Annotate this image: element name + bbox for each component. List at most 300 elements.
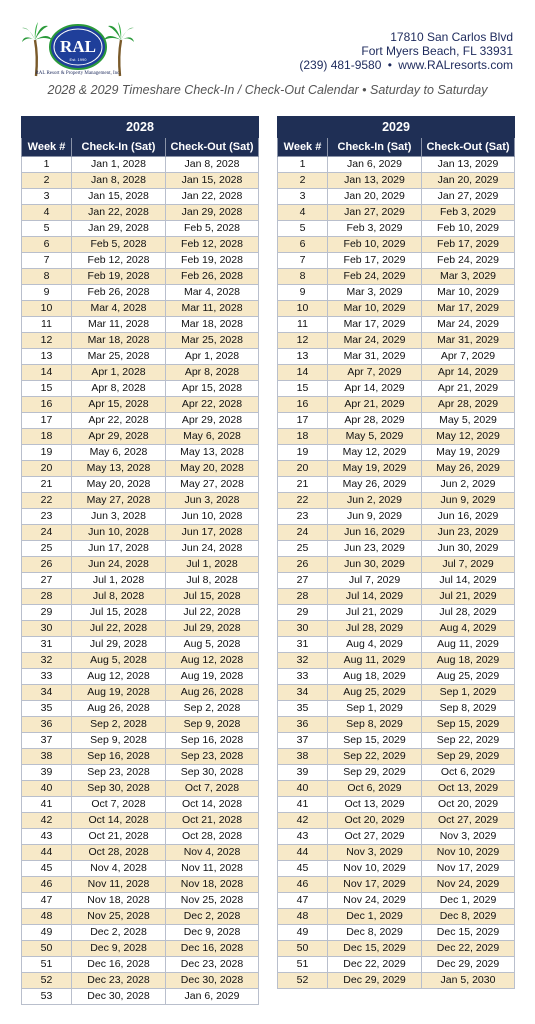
table-row [278, 749, 515, 765]
check-in-date-cell: Sep 8, 2029 [328, 717, 422, 733]
check-out-date-cell: Jan 20, 2029 [422, 173, 515, 189]
week-number-cell: 38 [22, 749, 72, 765]
check-in-date-cell: Oct 28, 2028 [72, 845, 166, 861]
week-number-cell: 39 [22, 765, 72, 781]
check-in-date-cell: May 27, 2028 [72, 493, 166, 509]
check-out-date-cell: Dec 29, 2029 [422, 957, 515, 973]
check-in-date-cell: Jan 27, 2029 [328, 205, 422, 221]
check-out-date-cell: Nov 25, 2028 [166, 893, 259, 909]
palm-tree-icon [22, 22, 52, 76]
column-header-check-out: Check-Out (Sat) [422, 138, 515, 157]
check-out-date-cell: Sep 23, 2028 [166, 749, 259, 765]
table-row [22, 989, 259, 1005]
check-in-date-cell: Nov 4, 2028 [72, 861, 166, 877]
week-number-cell: 34 [278, 685, 328, 701]
check-out-date-cell: Oct 6, 2029 [422, 765, 515, 781]
check-out-date-cell: Apr 21, 2029 [422, 381, 515, 397]
week-number-cell: 21 [278, 477, 328, 493]
table-row [22, 669, 259, 685]
check-in-date-cell: Jun 17, 2028 [72, 541, 166, 557]
check-in-date-cell: Aug 26, 2028 [72, 701, 166, 717]
table-row [278, 477, 515, 493]
check-out-date-cell: Apr 8, 2028 [166, 365, 259, 381]
check-out-date-cell: Apr 22, 2028 [166, 397, 259, 413]
week-number-cell: 20 [22, 461, 72, 477]
check-in-date-cell: Jul 15, 2028 [72, 605, 166, 621]
contact-line [299, 58, 513, 72]
week-number-cell: 31 [278, 637, 328, 653]
check-out-date-cell: Mar 18, 2028 [166, 317, 259, 333]
table-row [22, 893, 259, 909]
check-out-date-cell: Dec 22, 2029 [422, 941, 515, 957]
table-row [22, 397, 259, 413]
week-number-cell: 31 [22, 637, 72, 653]
address-line-1: 17810 San Carlos Blvd [390, 30, 513, 44]
week-number-cell: 15 [278, 381, 328, 397]
check-in-date-cell: Sep 15, 2029 [328, 733, 422, 749]
table-row [22, 701, 259, 717]
table-row [22, 317, 259, 333]
check-out-date-cell: Aug 25, 2029 [422, 669, 515, 685]
table-row [278, 829, 515, 845]
table-body [22, 157, 259, 1005]
check-out-date-cell: Jan 8, 2028 [166, 157, 259, 173]
check-in-date-cell: Oct 7, 2028 [72, 797, 166, 813]
week-number-cell: 44 [22, 845, 72, 861]
table-row [22, 605, 259, 621]
table-row [22, 829, 259, 845]
check-in-date-cell: Apr 21, 2029 [328, 397, 422, 413]
check-out-date-cell: May 19, 2029 [422, 445, 515, 461]
check-out-date-cell: Jun 3, 2028 [166, 493, 259, 509]
week-number-cell: 49 [278, 925, 328, 941]
check-in-date-cell: Apr 15, 2028 [72, 397, 166, 413]
check-in-date-cell: Dec 2, 2028 [72, 925, 166, 941]
week-number-cell: 11 [22, 317, 72, 333]
check-in-date-cell: Dec 15, 2029 [328, 941, 422, 957]
table-row [278, 445, 515, 461]
week-number-cell: 50 [278, 941, 328, 957]
check-out-date-cell: Sep 29, 2029 [422, 749, 515, 765]
table-row [22, 477, 259, 493]
week-number-cell: 3 [22, 189, 72, 205]
check-in-date-cell: Oct 27, 2029 [328, 829, 422, 845]
week-number-cell: 46 [278, 877, 328, 893]
check-in-date-cell: Jul 28, 2029 [328, 621, 422, 637]
check-out-date-cell: May 27, 2028 [166, 477, 259, 493]
table-row [22, 861, 259, 877]
table-row [278, 765, 515, 781]
table-row [22, 493, 259, 509]
week-number-cell: 26 [278, 557, 328, 573]
check-in-date-cell: Nov 3, 2029 [328, 845, 422, 861]
website-link[interactable]: www.RALresorts.com [398, 58, 513, 72]
week-number-cell: 43 [22, 829, 72, 845]
week-number-cell: 18 [278, 429, 328, 445]
check-in-date-cell: Jan 1, 2028 [72, 157, 166, 173]
table-row [22, 797, 259, 813]
week-number-cell: 26 [22, 557, 72, 573]
week-number-cell: 7 [278, 253, 328, 269]
week-number-cell: 52 [22, 973, 72, 989]
week-number-cell: 35 [22, 701, 72, 717]
check-out-date-cell: Apr 14, 2029 [422, 365, 515, 381]
table-row [22, 541, 259, 557]
week-number-cell: 18 [22, 429, 72, 445]
check-in-date-cell: Mar 4, 2028 [72, 301, 166, 317]
address-line-2: Fort Myers Beach, FL 33931 [361, 44, 513, 58]
week-number-cell: 30 [22, 621, 72, 637]
table-row [278, 333, 515, 349]
check-out-date-cell: Oct 21, 2028 [166, 813, 259, 829]
check-out-date-cell: Jul 21, 2029 [422, 589, 515, 605]
check-in-date-cell: Mar 31, 2029 [328, 349, 422, 365]
phone-number[interactable]: (239) 481-9580 [299, 58, 382, 72]
check-out-date-cell: Oct 27, 2029 [422, 813, 515, 829]
column-header-check-in: Check-In (Sat) [328, 138, 422, 157]
check-out-date-cell: Oct 28, 2028 [166, 829, 259, 845]
table-row [278, 589, 515, 605]
table-row [278, 317, 515, 333]
check-in-date-cell: Apr 14, 2029 [328, 381, 422, 397]
check-out-date-cell: Jun 24, 2028 [166, 541, 259, 557]
week-number-cell: 51 [278, 957, 328, 973]
table-row [22, 221, 259, 237]
week-number-cell: 37 [22, 733, 72, 749]
check-out-date-cell: Oct 20, 2029 [422, 797, 515, 813]
week-number-cell: 45 [278, 861, 328, 877]
check-in-date-cell: Jun 30, 2029 [328, 557, 422, 573]
check-in-date-cell: Apr 1, 2028 [72, 365, 166, 381]
week-number-cell: 19 [22, 445, 72, 461]
check-in-date-cell: Jun 9, 2029 [328, 509, 422, 525]
check-in-date-cell: May 5, 2029 [328, 429, 422, 445]
week-number-cell: 33 [278, 669, 328, 685]
week-number-cell: 33 [22, 669, 72, 685]
table-row [278, 653, 515, 669]
check-out-date-cell: Feb 5, 2028 [166, 221, 259, 237]
table-row [278, 893, 515, 909]
week-number-cell: 16 [22, 397, 72, 413]
column-header-week: Week # [278, 138, 328, 157]
check-in-date-cell: Aug 19, 2028 [72, 685, 166, 701]
week-number-cell: 17 [22, 413, 72, 429]
check-in-date-cell: Dec 16, 2028 [72, 957, 166, 973]
check-in-date-cell: Feb 24, 2029 [328, 269, 422, 285]
table-row [22, 253, 259, 269]
week-number-cell: 6 [22, 237, 72, 253]
check-in-date-cell: Dec 23, 2028 [72, 973, 166, 989]
table-row [22, 157, 259, 173]
check-out-date-cell: May 6, 2028 [166, 429, 259, 445]
table-row [22, 749, 259, 765]
calendar-table-2029 [277, 116, 515, 989]
check-out-date-cell: Sep 22, 2029 [422, 733, 515, 749]
table-row [278, 557, 515, 573]
check-out-date-cell: Apr 7, 2029 [422, 349, 515, 365]
page-header [0, 0, 535, 112]
check-in-date-cell: Nov 25, 2028 [72, 909, 166, 925]
table-row [22, 333, 259, 349]
check-out-date-cell: Dec 23, 2028 [166, 957, 259, 973]
check-in-date-cell: Jun 16, 2029 [328, 525, 422, 541]
week-number-cell: 23 [278, 509, 328, 525]
week-number-cell: 40 [22, 781, 72, 797]
check-out-date-cell: Nov 3, 2029 [422, 829, 515, 845]
check-out-date-cell: May 13, 2028 [166, 445, 259, 461]
table-row [278, 509, 515, 525]
check-out-date-cell: Jan 5, 2030 [422, 973, 515, 989]
week-number-cell: 50 [22, 941, 72, 957]
check-in-date-cell: May 6, 2028 [72, 445, 166, 461]
check-out-date-cell: Nov 17, 2029 [422, 861, 515, 877]
check-in-date-cell: Jan 8, 2028 [72, 173, 166, 189]
table-row [278, 349, 515, 365]
week-number-cell: 22 [22, 493, 72, 509]
table-row [22, 909, 259, 925]
check-out-date-cell: Dec 2, 2028 [166, 909, 259, 925]
table-row [278, 365, 515, 381]
table-row [278, 541, 515, 557]
week-number-cell: 28 [278, 589, 328, 605]
check-in-date-cell: Jan 6, 2029 [328, 157, 422, 173]
week-number-cell: 14 [278, 365, 328, 381]
check-out-date-cell: Dec 1, 2029 [422, 893, 515, 909]
check-out-date-cell: Jul 29, 2028 [166, 621, 259, 637]
check-out-date-cell: Mar 4, 2028 [166, 285, 259, 301]
check-in-date-cell: Apr 29, 2028 [72, 429, 166, 445]
check-out-date-cell: Aug 19, 2028 [166, 669, 259, 685]
table-year-heading: 2029 [278, 117, 515, 138]
column-header-check-in: Check-In (Sat) [72, 138, 166, 157]
check-out-date-cell: Dec 8, 2029 [422, 909, 515, 925]
check-in-date-cell: Aug 18, 2029 [328, 669, 422, 685]
check-out-date-cell: Sep 15, 2029 [422, 717, 515, 733]
table-row [278, 909, 515, 925]
table-row [278, 685, 515, 701]
table-row [22, 717, 259, 733]
check-in-date-cell: Apr 22, 2028 [72, 413, 166, 429]
logo-text: RAL [60, 37, 96, 56]
check-out-date-cell: Aug 4, 2029 [422, 621, 515, 637]
table-row [22, 973, 259, 989]
company-address [299, 30, 513, 72]
week-number-cell: 53 [22, 989, 72, 1005]
week-number-cell: 4 [22, 205, 72, 221]
week-number-cell: 2 [22, 173, 72, 189]
week-number-cell: 39 [278, 765, 328, 781]
check-in-date-cell: Jan 22, 2028 [72, 205, 166, 221]
week-number-cell: 6 [278, 237, 328, 253]
check-in-date-cell: Jul 21, 2029 [328, 605, 422, 621]
week-number-cell: 1 [278, 157, 328, 173]
table-row [22, 301, 259, 317]
table-row [22, 365, 259, 381]
check-out-date-cell: May 12, 2029 [422, 429, 515, 445]
week-number-cell: 27 [278, 573, 328, 589]
check-out-date-cell: Sep 30, 2028 [166, 765, 259, 781]
table-row [278, 189, 515, 205]
week-number-cell: 13 [278, 349, 328, 365]
check-out-date-cell: Sep 8, 2029 [422, 701, 515, 717]
check-out-date-cell: Mar 10, 2029 [422, 285, 515, 301]
week-number-cell: 24 [22, 525, 72, 541]
check-out-date-cell: Jan 29, 2028 [166, 205, 259, 221]
check-out-date-cell: Jan 27, 2029 [422, 189, 515, 205]
week-number-cell: 36 [22, 717, 72, 733]
week-number-cell: 1 [22, 157, 72, 173]
column-header-check-out: Check-Out (Sat) [166, 138, 259, 157]
week-number-cell: 20 [278, 461, 328, 477]
check-in-date-cell: May 19, 2029 [328, 461, 422, 477]
check-out-date-cell: Jan 6, 2029 [166, 989, 259, 1005]
table-row [278, 669, 515, 685]
check-out-date-cell: Jul 7, 2029 [422, 557, 515, 573]
table-row [22, 925, 259, 941]
week-number-cell: 44 [278, 845, 328, 861]
week-number-cell: 10 [278, 301, 328, 317]
check-out-date-cell: Feb 26, 2028 [166, 269, 259, 285]
check-in-date-cell: Jul 22, 2028 [72, 621, 166, 637]
week-number-cell: 45 [22, 861, 72, 877]
check-in-date-cell: Sep 22, 2029 [328, 749, 422, 765]
check-out-date-cell: May 26, 2029 [422, 461, 515, 477]
table-row [278, 461, 515, 477]
check-out-date-cell: Feb 3, 2029 [422, 205, 515, 221]
check-in-date-cell: Aug 11, 2029 [328, 653, 422, 669]
week-number-cell: 7 [22, 253, 72, 269]
week-number-cell: 25 [278, 541, 328, 557]
check-out-date-cell: Sep 16, 2028 [166, 733, 259, 749]
check-out-date-cell: Jul 22, 2028 [166, 605, 259, 621]
table-row [22, 557, 259, 573]
check-out-date-cell: Jul 14, 2029 [422, 573, 515, 589]
table-row [22, 813, 259, 829]
week-number-cell: 22 [278, 493, 328, 509]
check-in-date-cell: Jul 1, 2028 [72, 573, 166, 589]
check-in-date-cell: Nov 10, 2029 [328, 861, 422, 877]
check-in-date-cell: Feb 12, 2028 [72, 253, 166, 269]
week-number-cell: 5 [278, 221, 328, 237]
table-row [278, 605, 515, 621]
check-in-date-cell: Jun 10, 2028 [72, 525, 166, 541]
check-in-date-cell: Oct 13, 2029 [328, 797, 422, 813]
table-row [278, 957, 515, 973]
table-row [278, 381, 515, 397]
table-row [278, 733, 515, 749]
table-row [278, 573, 515, 589]
check-in-date-cell: Jun 3, 2028 [72, 509, 166, 525]
table-row [22, 845, 259, 861]
check-out-date-cell: Aug 5, 2028 [166, 637, 259, 653]
week-number-cell: 9 [22, 285, 72, 301]
check-in-date-cell: Nov 11, 2028 [72, 877, 166, 893]
week-number-cell: 13 [22, 349, 72, 365]
week-number-cell: 24 [278, 525, 328, 541]
table-row [278, 237, 515, 253]
check-out-date-cell: Jul 8, 2028 [166, 573, 259, 589]
table-row [278, 525, 515, 541]
week-number-cell: 15 [22, 381, 72, 397]
check-in-date-cell: Apr 8, 2028 [72, 381, 166, 397]
check-out-date-cell: Mar 24, 2029 [422, 317, 515, 333]
check-in-date-cell: Nov 18, 2028 [72, 893, 166, 909]
week-number-cell: 23 [22, 509, 72, 525]
check-out-date-cell: Dec 15, 2029 [422, 925, 515, 941]
check-in-date-cell: Feb 17, 2029 [328, 253, 422, 269]
check-in-date-cell: Feb 26, 2028 [72, 285, 166, 301]
check-in-date-cell: Dec 1, 2029 [328, 909, 422, 925]
check-out-date-cell: Jun 10, 2028 [166, 509, 259, 525]
check-in-date-cell: Mar 11, 2028 [72, 317, 166, 333]
week-number-cell: 28 [22, 589, 72, 605]
check-out-date-cell: Mar 25, 2028 [166, 333, 259, 349]
week-number-cell: 3 [278, 189, 328, 205]
week-number-cell: 29 [278, 605, 328, 621]
check-out-date-cell: Oct 14, 2028 [166, 797, 259, 813]
table-row [278, 845, 515, 861]
table-row [278, 413, 515, 429]
table-row [22, 573, 259, 589]
check-in-date-cell: Mar 18, 2028 [72, 333, 166, 349]
check-out-date-cell: Aug 12, 2028 [166, 653, 259, 669]
table-row [22, 877, 259, 893]
check-out-date-cell: Apr 29, 2028 [166, 413, 259, 429]
check-in-date-cell: Oct 6, 2029 [328, 781, 422, 797]
check-out-date-cell: Jul 1, 2028 [166, 557, 259, 573]
week-number-cell: 34 [22, 685, 72, 701]
table-row [22, 589, 259, 605]
table-row [22, 509, 259, 525]
table-row [22, 621, 259, 637]
check-in-date-cell: Mar 24, 2029 [328, 333, 422, 349]
check-out-date-cell: Nov 4, 2028 [166, 845, 259, 861]
check-out-date-cell: Jun 2, 2029 [422, 477, 515, 493]
table-row [22, 765, 259, 781]
check-in-date-cell: Sep 23, 2028 [72, 765, 166, 781]
week-number-cell: 29 [22, 605, 72, 621]
week-number-cell: 9 [278, 285, 328, 301]
check-out-date-cell: Nov 11, 2028 [166, 861, 259, 877]
check-in-date-cell: Dec 30, 2028 [72, 989, 166, 1005]
table-row [22, 285, 259, 301]
table-body [278, 157, 515, 989]
check-in-date-cell: Aug 4, 2029 [328, 637, 422, 653]
check-in-date-cell: Feb 5, 2028 [72, 237, 166, 253]
check-in-date-cell: Mar 25, 2028 [72, 349, 166, 365]
company-name: RAL Resort & Property Management, Inc. [35, 71, 121, 76]
check-out-date-cell: Sep 9, 2028 [166, 717, 259, 733]
check-out-date-cell: Jan 15, 2028 [166, 173, 259, 189]
week-number-cell: 8 [278, 269, 328, 285]
week-number-cell: 32 [22, 653, 72, 669]
check-in-date-cell: Sep 29, 2029 [328, 765, 422, 781]
table-row [278, 701, 515, 717]
table-row [22, 205, 259, 221]
check-out-date-cell: Sep 2, 2028 [166, 701, 259, 717]
check-in-date-cell: Apr 7, 2029 [328, 365, 422, 381]
table-row [278, 269, 515, 285]
check-out-date-cell: Nov 24, 2029 [422, 877, 515, 893]
week-number-cell: 21 [22, 477, 72, 493]
check-out-date-cell: Feb 17, 2029 [422, 237, 515, 253]
table-row [278, 925, 515, 941]
check-out-date-cell: Apr 28, 2029 [422, 397, 515, 413]
check-in-date-cell: Sep 16, 2028 [72, 749, 166, 765]
week-number-cell: 30 [278, 621, 328, 637]
week-number-cell: 5 [22, 221, 72, 237]
table-row [22, 413, 259, 429]
